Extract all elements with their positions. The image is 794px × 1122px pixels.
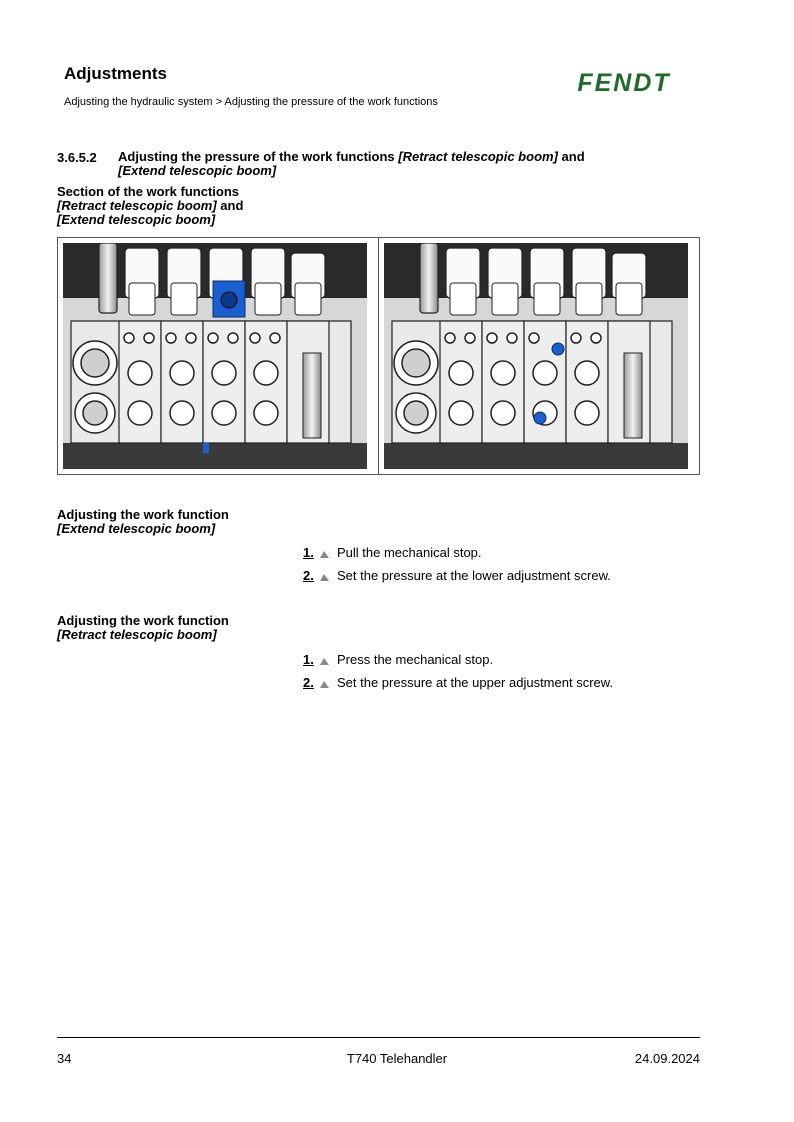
retract-heading-em: [Retract telescopic boom] bbox=[57, 627, 217, 642]
caption-line2-em: [Retract telescopic boom] bbox=[57, 198, 217, 213]
extend-heading-em: [Extend telescopic boom] bbox=[57, 521, 216, 536]
step-number: 2. bbox=[303, 568, 314, 583]
section-title bbox=[118, 150, 678, 178]
step-number: 2. bbox=[303, 675, 314, 690]
figure-caption bbox=[57, 185, 357, 227]
logo-text: FENDT bbox=[577, 69, 671, 96]
step-text: Set the pressure at the upper adjustment screw. bbox=[337, 675, 614, 690]
extend-heading bbox=[57, 508, 357, 536]
upper-adjustment-screw-marker bbox=[552, 343, 564, 355]
step-number: 1. bbox=[303, 652, 314, 667]
document-title: T740 Telehandler bbox=[346, 1051, 448, 1066]
caption-line2-and: and bbox=[216, 198, 244, 213]
footer-rule bbox=[57, 1037, 700, 1038]
lower-adjustment-screw-marker bbox=[534, 412, 546, 424]
section-title-em1: [Retract telescopic boom] bbox=[398, 149, 558, 164]
retract-heading bbox=[57, 614, 357, 642]
section-title-em2: [Extend telescopic boom] bbox=[118, 163, 277, 178]
figure-divider bbox=[378, 238, 379, 474]
extend-heading-text: Adjusting the work function bbox=[57, 507, 229, 522]
step-arrow-icon bbox=[319, 677, 331, 689]
caption-line3-em: [Extend telescopic boom] bbox=[57, 212, 216, 227]
section-title-plain: Adjusting the pressure of the work functions bbox=[118, 149, 399, 164]
step-text: Set the pressure at the lower adjustment screw. bbox=[337, 568, 611, 583]
valve-block-image-right bbox=[384, 243, 688, 469]
step-arrow-icon bbox=[319, 570, 331, 582]
section-number: 3.6.5.2 bbox=[57, 150, 97, 165]
page-number: 34 bbox=[57, 1051, 72, 1066]
caption-line1: Section of the work functions bbox=[57, 184, 240, 199]
breadcrumb: Adjusting the hydraulic system > Adjusting the pressure of the work functions bbox=[64, 96, 438, 108]
section-title-and: and bbox=[557, 149, 585, 164]
step-number: 1. bbox=[303, 545, 314, 560]
footer-date: 24.09.2024 bbox=[634, 1051, 700, 1066]
retract-heading-text: Adjusting the work function bbox=[57, 613, 229, 628]
step-arrow-icon bbox=[319, 654, 331, 666]
valve-block-image-left bbox=[63, 243, 367, 469]
step-arrow-icon bbox=[319, 547, 331, 559]
valve-figure bbox=[57, 237, 700, 475]
fendt-logo bbox=[567, 68, 681, 96]
step-text: Press the mechanical stop. bbox=[337, 652, 494, 667]
page-title: Adjustments bbox=[64, 64, 167, 83]
step-text: Pull the mechanical stop. bbox=[337, 545, 482, 560]
